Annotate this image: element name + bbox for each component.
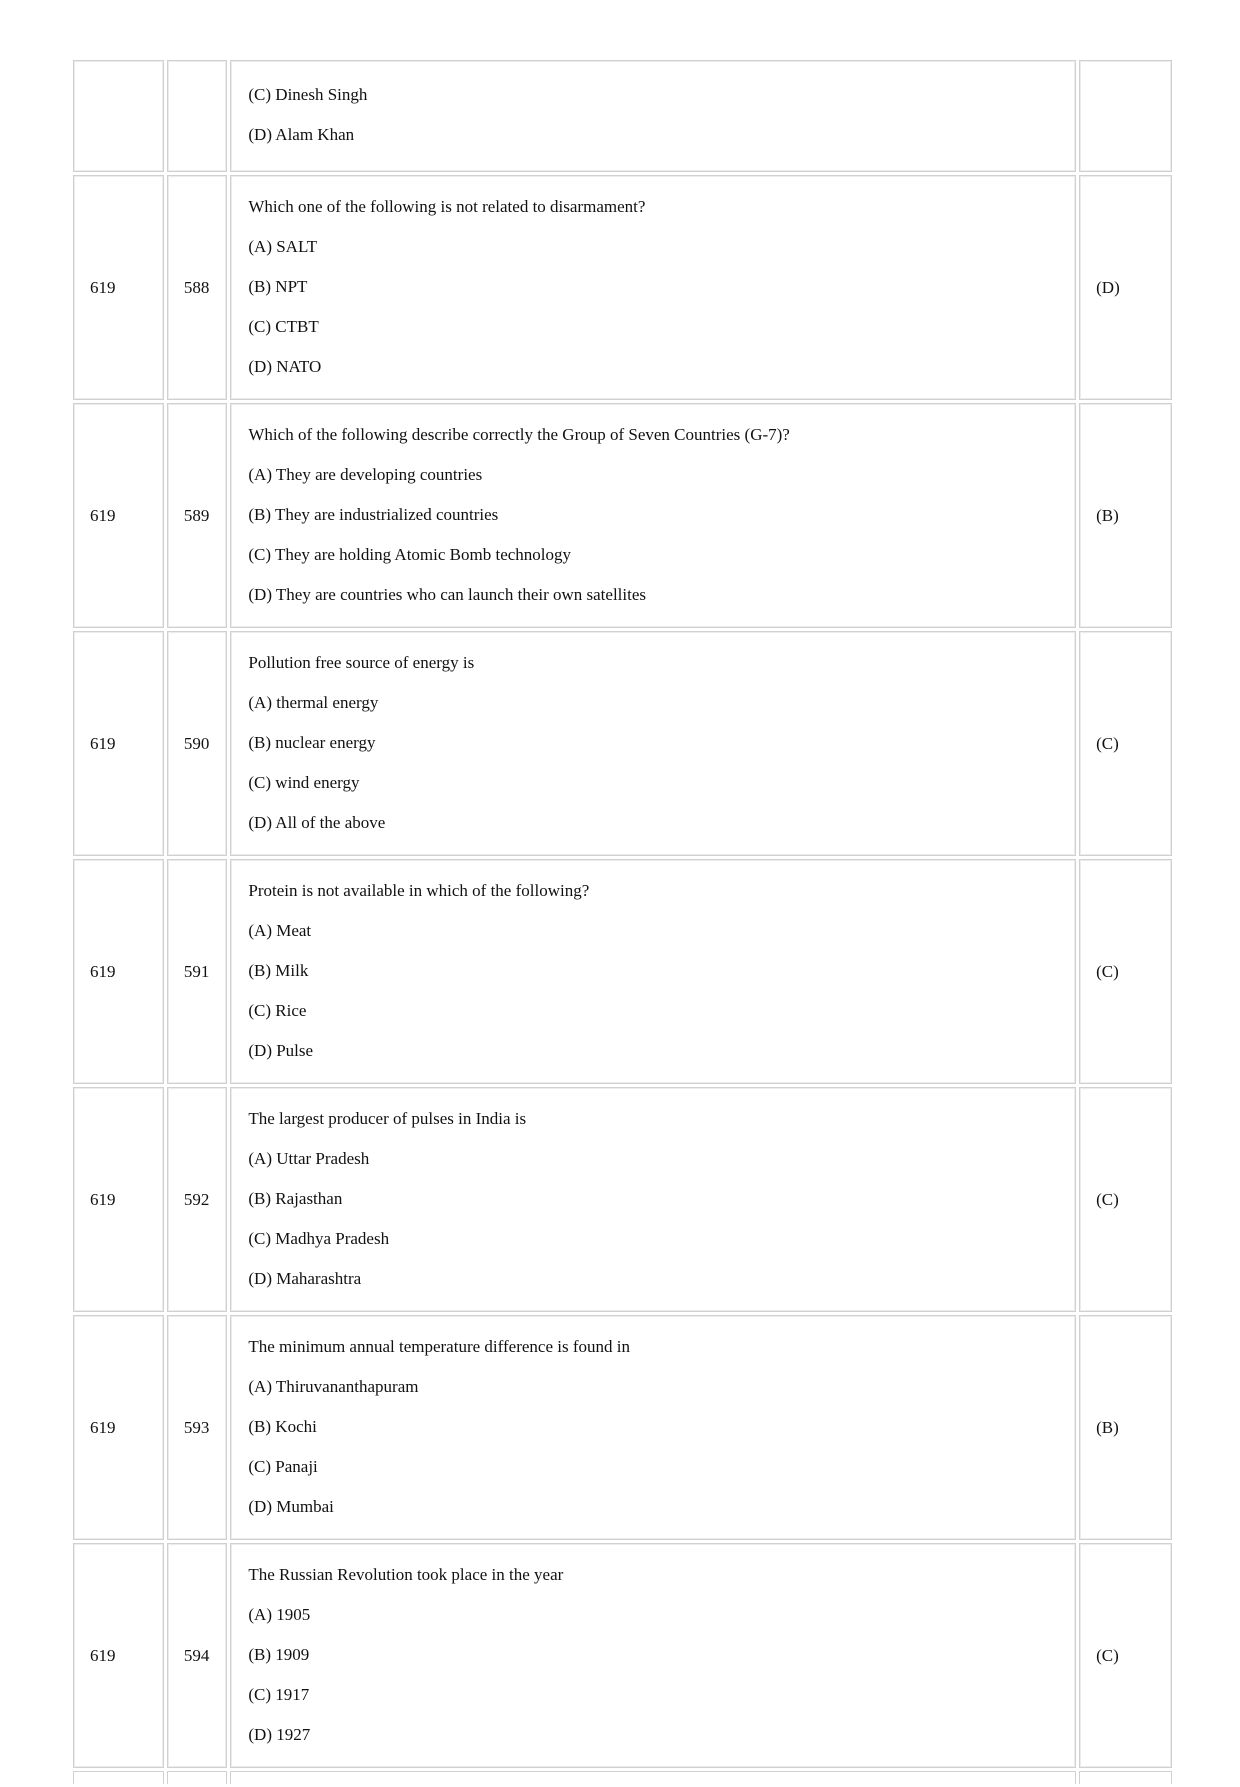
question-cell <box>230 60 1076 172</box>
option-c: (C) wind energy <box>248 772 360 792</box>
option-a: (A) They are developing countries <box>248 464 483 484</box>
option-a: (A) thermal energy <box>248 692 379 712</box>
option-a: (A) SALT <box>248 236 318 256</box>
paper-code: 619 <box>73 859 164 1084</box>
answer-cell <box>1079 60 1172 172</box>
paper-code: 619 <box>73 1543 164 1768</box>
question-text: Which of the following describe correctly the Group of Seven Countries (G-7)? <box>248 424 790 444</box>
option-b: (B) nuclear energy <box>248 732 376 752</box>
question-cell <box>230 1543 1076 1768</box>
question-cell <box>230 175 1076 400</box>
qno-cell <box>167 60 228 172</box>
question-number: 589 <box>167 403 228 628</box>
option-b: (B) Milk <box>248 960 309 980</box>
cutoff-cell <box>1079 1771 1172 1784</box>
table-row <box>73 1315 1172 1540</box>
option-b: (B) 1909 <box>248 1644 310 1664</box>
answer-key: (C) <box>1079 1543 1172 1768</box>
paper-code: 619 <box>73 175 164 400</box>
table-row <box>73 1087 1172 1312</box>
option-d: (D) Mumbai <box>248 1496 334 1516</box>
option-a: (A) Meat <box>248 920 312 940</box>
option-b: (B) Kochi <box>248 1416 317 1436</box>
answer-key: (B) <box>1079 403 1172 628</box>
paper-cell <box>73 60 164 172</box>
answer-key: (D) <box>1079 175 1172 400</box>
option-c: (C) Rice <box>248 1000 307 1020</box>
question-cell <box>230 859 1076 1084</box>
option-b: (B) They are industrialized countries <box>248 504 499 524</box>
answer-key: (C) <box>1079 859 1172 1084</box>
answer-key: (B) <box>1079 1315 1172 1540</box>
cutoff-cell <box>230 1771 1076 1784</box>
question-cell <box>230 403 1076 628</box>
question-text: Which one of the following is not related to disarmament? <box>248 196 646 216</box>
cutoff-cell <box>73 1771 164 1784</box>
answer-key: (C) <box>1079 631 1172 856</box>
question-number: 593 <box>167 1315 228 1540</box>
table-row <box>73 1543 1172 1768</box>
question-number: 590 <box>167 631 228 856</box>
table-row-partial <box>73 60 1172 172</box>
paper-code: 619 <box>73 403 164 628</box>
paper-code: 619 <box>73 1315 164 1540</box>
question-text: The Russian Revolution took place in the year <box>248 1564 564 1584</box>
option-d: (D) All of the above <box>248 812 386 832</box>
option-d: (D) They are countries who can launch their own satellites <box>248 584 647 604</box>
option-d: (D) Pulse <box>248 1040 314 1060</box>
option-c: (C) Dinesh Singh <box>248 85 368 104</box>
cutoff-cell <box>167 1771 228 1784</box>
option-d: (D) 1927 <box>248 1724 311 1744</box>
question-number: 592 <box>167 1087 228 1312</box>
option-c: (C) 1917 <box>248 1684 310 1704</box>
table-row <box>73 631 1172 856</box>
question-text: Protein is not available in which of the following? <box>248 880 590 900</box>
question-sheet <box>73 60 1178 1787</box>
table-row-cutoff <box>73 1771 1172 1784</box>
question-text: The minimum annual temperature difference is found in <box>248 1336 630 1356</box>
option-a: (A) 1905 <box>248 1604 311 1624</box>
table-row <box>73 859 1172 1084</box>
question-number: 591 <box>167 859 228 1084</box>
paper-code: 619 <box>73 631 164 856</box>
question-cell <box>230 631 1076 856</box>
answer-key: (C) <box>1079 1087 1172 1312</box>
question-cell <box>230 1087 1076 1312</box>
option-b: (B) NPT <box>248 276 308 296</box>
question-table <box>70 57 1175 1787</box>
paper-code: 619 <box>73 1087 164 1312</box>
question-text: Pollution free source of energy is <box>248 652 475 672</box>
option-d: (D) Alam Khan <box>248 125 355 144</box>
question-number: 588 <box>167 175 228 400</box>
question-number: 594 <box>167 1543 228 1768</box>
table-row <box>73 403 1172 628</box>
option-c: (C) CTBT <box>248 316 319 336</box>
option-c: (C) Panaji <box>248 1456 318 1476</box>
option-a: (A) Thiruvananthapuram <box>248 1376 419 1396</box>
option-b: (B) Rajasthan <box>248 1188 343 1208</box>
option-d: (D) Maharashtra <box>248 1268 362 1288</box>
question-text: The largest producer of pulses in India is <box>248 1108 527 1128</box>
option-c: (C) They are holding Atomic Bomb technology <box>248 544 572 564</box>
option-c: (C) Madhya Pradesh <box>248 1228 390 1248</box>
option-d: (D) NATO <box>248 356 322 376</box>
question-cell <box>230 1315 1076 1540</box>
option-a: (A) Uttar Pradesh <box>248 1148 370 1168</box>
table-row <box>73 175 1172 400</box>
